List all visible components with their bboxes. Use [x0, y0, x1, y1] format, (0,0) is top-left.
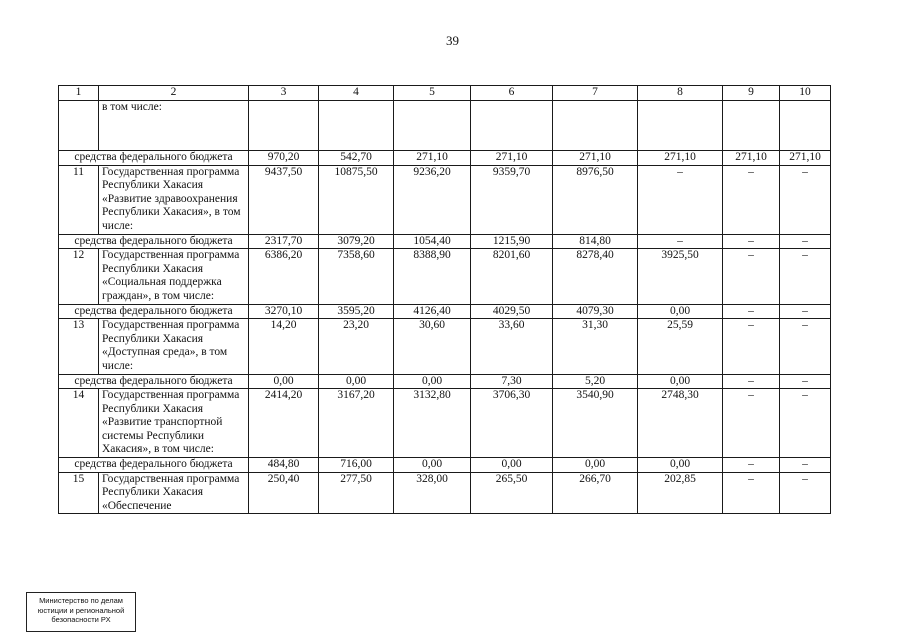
value-cell: 1054,40 — [394, 234, 471, 249]
value-cell: 7358,60 — [319, 249, 394, 304]
column-header: 7 — [553, 86, 638, 101]
program-index: 11 — [59, 165, 99, 234]
value-cell: 277,50 — [319, 472, 394, 514]
value-cell: 14,20 — [249, 319, 319, 374]
value-cell: 484,80 — [249, 458, 319, 473]
value-cell — [553, 101, 638, 151]
program-index: 12 — [59, 249, 99, 304]
stamp-line: безопасности РХ — [51, 615, 111, 624]
column-header: 6 — [471, 86, 553, 101]
value-cell: – — [780, 304, 831, 319]
value-cell: 8976,50 — [553, 165, 638, 234]
index-cell — [59, 101, 99, 151]
federal-budget-row — [59, 151, 831, 166]
value-cell: 271,10 — [638, 151, 723, 166]
value-cell: 542,70 — [319, 151, 394, 166]
value-cell: 3540,90 — [553, 389, 638, 458]
value-cell: – — [723, 304, 780, 319]
value-cell: 23,20 — [319, 319, 394, 374]
value-cell: 8201,60 — [471, 249, 553, 304]
column-header: 1 — [59, 86, 99, 101]
value-cell: 2317,70 — [249, 234, 319, 249]
program-row — [59, 249, 831, 304]
value-cell — [319, 101, 394, 151]
value-cell: 0,00 — [638, 374, 723, 389]
value-cell: – — [780, 165, 831, 234]
value-cell: 30,60 — [394, 319, 471, 374]
value-cell — [249, 101, 319, 151]
value-cell: – — [780, 389, 831, 458]
value-cell: – — [780, 319, 831, 374]
value-cell: – — [723, 319, 780, 374]
value-cell: – — [723, 234, 780, 249]
page-number: 39 — [446, 33, 459, 48]
value-cell: – — [780, 234, 831, 249]
value-cell: 814,80 — [553, 234, 638, 249]
value-cell: 3706,30 — [471, 389, 553, 458]
federal-budget-label: средства федерального бюджета — [59, 234, 249, 249]
budget-table — [58, 85, 831, 514]
value-cell: 9236,20 — [394, 165, 471, 234]
value-cell: – — [780, 472, 831, 514]
stamp-line: Министерство по делам — [39, 596, 123, 605]
value-cell: 3167,20 — [319, 389, 394, 458]
value-cell — [638, 101, 723, 151]
federal-budget-row — [59, 374, 831, 389]
value-cell: 0,00 — [638, 458, 723, 473]
value-cell: – — [723, 374, 780, 389]
ministry-stamp — [26, 592, 136, 632]
value-cell: 0,00 — [553, 458, 638, 473]
program-name: Государственная программа Республики Хакасия «Социальная поддержка граждан», в том числе: — [99, 249, 249, 304]
federal-budget-row — [59, 234, 831, 249]
value-cell — [394, 101, 471, 151]
value-cell: 6386,20 — [249, 249, 319, 304]
value-cell: 8388,90 — [394, 249, 471, 304]
column-header: 8 — [638, 86, 723, 101]
value-cell: 0,00 — [638, 304, 723, 319]
value-cell: 4029,50 — [471, 304, 553, 319]
federal-budget-label: средства федерального бюджета — [59, 304, 249, 319]
value-cell: 33,60 — [471, 319, 553, 374]
value-cell — [471, 101, 553, 151]
value-cell: 3270,10 — [249, 304, 319, 319]
program-name: Государственная программа Республики Хакасия «Доступная среда», в том числе: — [99, 319, 249, 374]
value-cell: 271,10 — [723, 151, 780, 166]
value-cell: – — [780, 458, 831, 473]
value-cell: – — [723, 458, 780, 473]
value-cell: 970,20 — [249, 151, 319, 166]
value-cell: 3595,20 — [319, 304, 394, 319]
stamp-line: юстиции и региональной — [37, 605, 125, 615]
program-row — [59, 165, 831, 234]
federal-budget-row — [59, 458, 831, 473]
value-cell: – — [723, 165, 780, 234]
value-cell: 250,40 — [249, 472, 319, 514]
value-cell: 10875,50 — [319, 165, 394, 234]
value-cell: 2414,20 — [249, 389, 319, 458]
value-cell: 1215,90 — [471, 234, 553, 249]
column-header: 2 — [99, 86, 249, 101]
column-header: 5 — [394, 86, 471, 101]
value-cell: 31,30 — [553, 319, 638, 374]
column-header-row — [59, 86, 831, 101]
value-cell: – — [638, 234, 723, 249]
program-name: Государственная программа Республики Хакасия «Обеспечение — [99, 472, 249, 514]
value-cell: 4126,40 — [394, 304, 471, 319]
column-header: 10 — [780, 86, 831, 101]
value-cell: 271,10 — [553, 151, 638, 166]
program-row — [59, 472, 831, 514]
program-row — [59, 319, 831, 374]
value-cell — [780, 101, 831, 151]
value-cell: 0,00 — [249, 374, 319, 389]
value-cell: 5,20 — [553, 374, 638, 389]
value-cell: 0,00 — [394, 374, 471, 389]
value-cell: 716,00 — [319, 458, 394, 473]
federal-budget-label: средства федерального бюджета — [59, 458, 249, 473]
value-cell: 9437,50 — [249, 165, 319, 234]
value-cell: 271,10 — [394, 151, 471, 166]
value-cell — [723, 101, 780, 151]
federal-budget-label: средства федерального бюджета — [59, 374, 249, 389]
value-cell: 202,85 — [638, 472, 723, 514]
value-cell: 7,30 — [471, 374, 553, 389]
intro-row — [59, 101, 831, 151]
program-index: 15 — [59, 472, 99, 514]
value-cell: 271,10 — [780, 151, 831, 166]
value-cell: 328,00 — [394, 472, 471, 514]
value-cell: – — [723, 472, 780, 514]
value-cell: – — [723, 249, 780, 304]
value-cell: – — [723, 389, 780, 458]
federal-budget-row — [59, 304, 831, 319]
program-name: Государственная программа Республики Хакасия «Развитие транспортной системы Республики Хакасия», в том числе: — [99, 389, 249, 458]
value-cell: 265,50 — [471, 472, 553, 514]
value-cell: 266,70 — [553, 472, 638, 514]
value-cell: 9359,70 — [471, 165, 553, 234]
value-cell: 8278,40 — [553, 249, 638, 304]
value-cell: 4079,30 — [553, 304, 638, 319]
value-cell: 0,00 — [394, 458, 471, 473]
value-cell: 25,59 — [638, 319, 723, 374]
value-cell: – — [780, 249, 831, 304]
intro-label: в том числе: — [99, 101, 249, 151]
program-index: 13 — [59, 319, 99, 374]
program-row — [59, 389, 831, 458]
federal-budget-label: средства федерального бюджета — [59, 151, 249, 166]
column-header: 4 — [319, 86, 394, 101]
program-index: 14 — [59, 389, 99, 458]
value-cell: 2748,30 — [638, 389, 723, 458]
value-cell: 3079,20 — [319, 234, 394, 249]
value-cell: – — [638, 165, 723, 234]
column-header: 9 — [723, 86, 780, 101]
value-cell: 0,00 — [471, 458, 553, 473]
program-name: Государственная программа Республики Хакасия «Развитие здравоохранения Республики Хакасия», в том числе: — [99, 165, 249, 234]
value-cell: 271,10 — [471, 151, 553, 166]
value-cell: 3925,50 — [638, 249, 723, 304]
value-cell: – — [780, 374, 831, 389]
value-cell: 3132,80 — [394, 389, 471, 458]
value-cell: 0,00 — [319, 374, 394, 389]
column-header: 3 — [249, 86, 319, 101]
